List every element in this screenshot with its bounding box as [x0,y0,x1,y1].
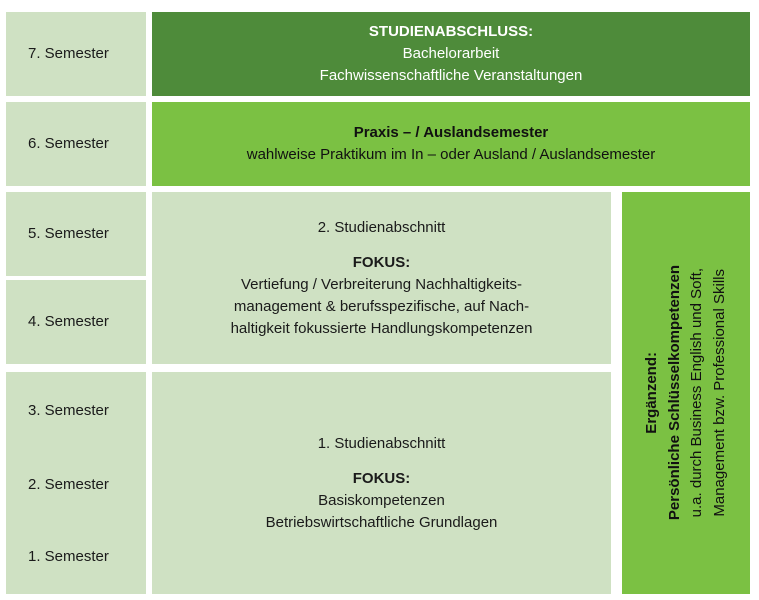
block-schluesselkompetenzen [622,192,750,594]
side-line4: Management bzw. Professional Skills [710,269,728,517]
abschnitt1-line1: Basiskompetenzen [318,492,445,509]
praxis-title: Praxis – / Auslandsemester [353,124,549,142]
abschnitt1-line2: Betriebswirtschaftliche Grundlagen [265,513,498,531]
side-line1: Ergänzend: [643,352,660,434]
abschnitt2-focus-label: FOKUS: [352,254,411,272]
studienabschluss-line1: Bachelorarbeit [402,45,500,63]
praxis-line1: wahlweise Praktikum im In – oder Ausland / Auslandsemester [246,146,656,163]
abschnitt2-line3: haltigkeit fokussierte Handlungskompetenzen [230,319,533,337]
abschnitt1-title: 1. Studienabschnitt [317,434,446,452]
block-studienabschnitt-2 [152,192,611,364]
side-line3: u.a. durch Business English und Soft, [688,268,705,518]
semester-label: 1. Semester [28,548,109,566]
side-line2: Persönliche Schlüsselkompetenzen [665,265,683,521]
abschnitt2-line1: Vertiefung / Verbreiterung Nachhaltigkeits- [241,276,522,294]
semester-label: 5. Semester [28,225,109,243]
semester-cell-1 [6,520,146,594]
semester-cell-7 [6,12,146,96]
abschnitt2-line2: management & berufsspezifische, auf Nach- [233,297,530,315]
semester-label: 6. Semester [28,135,109,153]
semester-label: 3. Semester [28,402,109,420]
semester-cell-3 [6,372,146,450]
side-text-wrap [622,192,750,594]
studienabschluss-title: STUDIENABSCHLUSS: [368,23,534,41]
abschnitt2-title: 2. Studienabschnitt [317,218,446,236]
semester-cell-4 [6,280,146,364]
semester-cell-5 [6,192,146,276]
block-studienabschnitt-1 [152,372,611,594]
semester-label: 7. Semester [28,45,109,63]
studienabschluss-line2: Fachwissenschaftliche Veranstaltungen [319,66,583,84]
semester-label: 2. Semester [28,476,109,494]
semester-cell-6 [6,102,146,186]
semester-cell-2 [6,446,146,524]
semester-label: 4. Semester [28,313,109,331]
block-studienabschluss [152,12,750,96]
block-praxissemester [152,102,750,186]
abschnitt1-focus-label: FOKUS: [352,470,411,488]
